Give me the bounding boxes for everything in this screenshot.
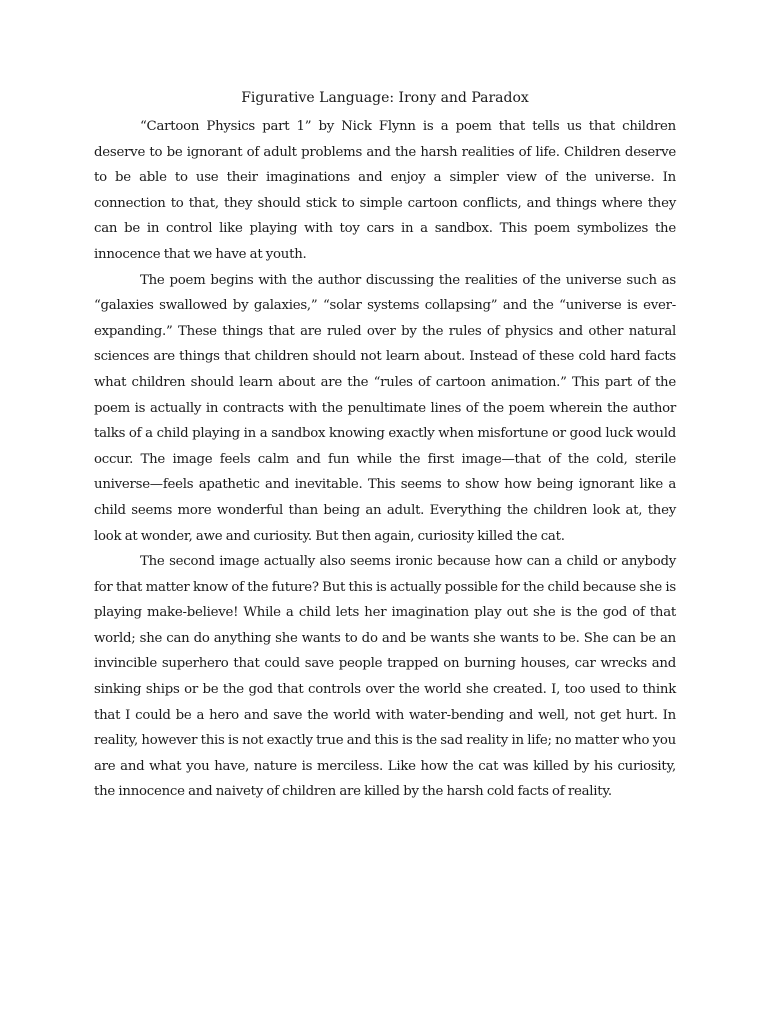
paragraph: The poem begins with the author discussing the realities of the universe such as “galaxies swallowed by galaxies,” “solar systems collapsing” and the “universe is ever-expanding.” These things that are ruled over by the rules of physics and other natural sciences are things that children should not learn about. Instead of these cold hard facts what children should learn about are the “rules of cartoon animation.” This part of the poem is actually in contracts with the penultimate lines of the poem wherein the author talks of a child playing in a sandbox knowing exactly when misfortune or good luck would occur. The image feels calm and fun while the first image—that of the cold, sterile universe—feels apathetic and inevitable. This seems to show how being ignorant like a child seems more wonderful than being an adult. Everything the children look at, they look at wonder, awe and curiosity. But then again, curiosity killed the cat.: [94, 272, 676, 544]
paragraph: “Cartoon Physics part 1” by Nick Flynn is a poem that tells us that children deserve to be ignorant of adult problems and the harsh realities of life. Children deserve to be able to use their imaginations and enjoy a simpler view of the universe. In connection to that, they should stick to simple cartoon conflicts, and things where they can be in control like playing with toy cars in a sandbox. This poem symbolizes the innocence that we have at youth.: [94, 119, 676, 262]
paragraph: The second image actually also seems ironic because how can a child or anybody for that matter know of the future? But this is actually possible for the child because she is playing make-believe! While a child lets her imagination play out she is the god of that world; she can do anything she wants to do and be wants she wants to be. She can be an invincible superhero that could save people trapped on burning houses, car wrecks and sinking ships or be the god that controls over the world she created. I, too used to think that I could be a hero and save the world with water-bending and well, not get hurt. In reality, however this is not exactly true and this is the sad reality in life; no matter who you are and what you have, nature is merciless. Like how the cat was killed by his curiosity, the innocence and naivety of children are killed by the harsh cold facts of reality.: [94, 554, 676, 800]
document-body: [94, 114, 676, 805]
document-title: Figurative Language: Irony and Paradox: [241, 90, 529, 106]
